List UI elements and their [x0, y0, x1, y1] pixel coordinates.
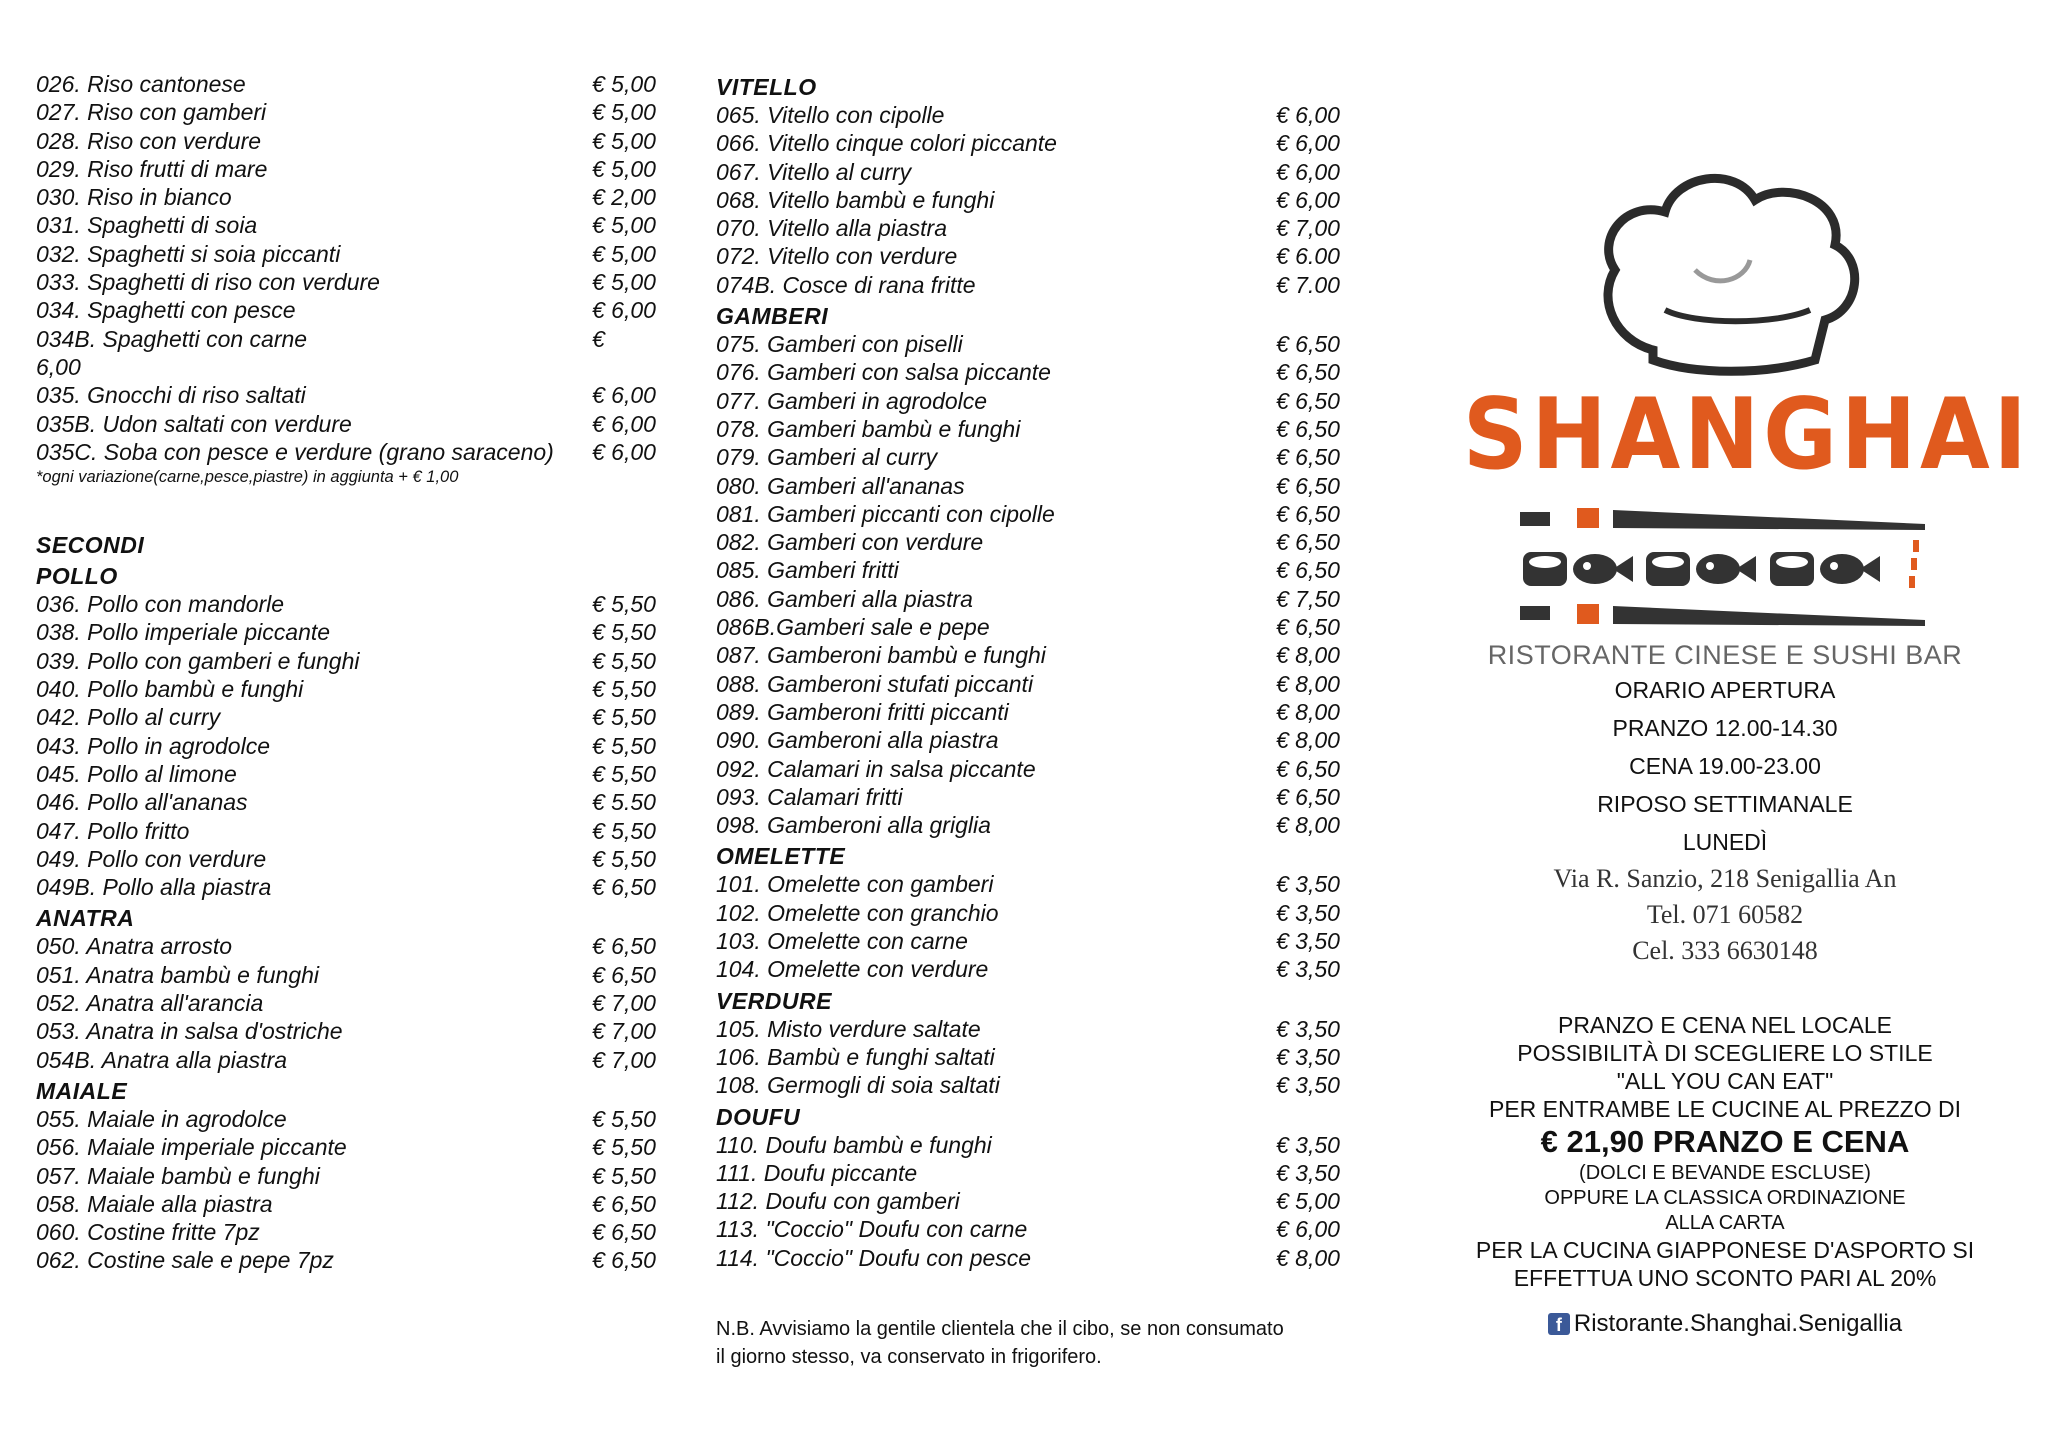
menu-item: [716, 755, 1351, 783]
menu-item-name: 111. Doufu piccante: [716, 1159, 918, 1186]
menu-column-middle: [716, 70, 1351, 1272]
section-heading: DOUFU: [716, 1103, 801, 1130]
spacer: [36, 494, 666, 528]
section-heading: GAMBERI: [716, 303, 829, 330]
chef-hat-icon: [1575, 160, 1875, 380]
menu-item-price: € 7,00: [592, 990, 656, 1017]
menu-item: [716, 726, 1351, 754]
menu-item-name: 077. Gamberi in agrodolce: [716, 387, 988, 414]
menu-item-name: 114. "Coccio" Doufu con pesce: [716, 1244, 1032, 1271]
menu-item: [36, 845, 666, 873]
menu-item: [36, 183, 666, 211]
menu-item-name: 106. Bambù e funghi saltati: [716, 1043, 995, 1070]
menu-item-name: 082. Gamberi con verdure: [716, 529, 984, 556]
menu-item: [716, 242, 1351, 270]
section-heading: POLLO: [36, 563, 118, 590]
menu-item-name: 030. Riso in bianco: [36, 184, 232, 211]
menu-item-price: € 5,50: [592, 845, 656, 872]
hours-rest-day: LUNEDÌ: [1682, 829, 1768, 855]
menu-item: [716, 415, 1351, 443]
menu-item-name: 038. Pollo imperiale piccante: [36, 619, 331, 646]
menu-item-price: € 6.00: [1276, 243, 1340, 270]
menu-item-name: 108. Germogli di soia saltati: [716, 1072, 1000, 1099]
menu-item-name: 027. Riso con gamberi: [36, 99, 267, 126]
menu-item-price: € 3,50: [1276, 871, 1340, 898]
promo-line: OPPURE LA CLASSICA ORDINAZIONE: [1544, 1187, 1906, 1209]
menu-item: [36, 817, 666, 845]
menu-item-price: € 5,00: [592, 99, 656, 126]
menu-item-name: 066. Vitello cinque colori piccante: [716, 130, 1057, 157]
menu-item-name: 076. Gamberi con salsa piccante: [716, 359, 1051, 386]
menu-item-price: € 5,50: [592, 619, 656, 646]
menu-item: [716, 1043, 1351, 1071]
menu-item-price: € 6,50: [592, 961, 656, 988]
menu-item-name: 042. Pollo al curry: [36, 704, 221, 731]
menu-item-name: 085. Gamberi fritti: [716, 557, 899, 584]
menu-item: [36, 70, 666, 98]
menu-item-price: € 8,00: [1276, 698, 1340, 725]
menu-item: [716, 870, 1351, 898]
menu-item-name: 060. Costine fritte 7pz: [36, 1219, 260, 1246]
menu-item-price: € 3,50: [1276, 1131, 1340, 1158]
menu-item-name: 089. Gamberoni fritti piccanti: [716, 698, 1009, 725]
menu-item-price: € 5,00: [592, 212, 656, 239]
menu-item-name: 074B. Cosce di rana fritte: [716, 271, 976, 298]
menu-item: [716, 670, 1351, 698]
menu-item-price: € 8,00: [1276, 670, 1340, 697]
menu-item-price: € 6,00: [1276, 102, 1340, 128]
menu-item: [716, 1244, 1351, 1272]
promo-line: POSSIBILITÀ DI SCEGLIERE LO STILE: [1517, 1040, 1933, 1066]
section-heading: ANATRA: [36, 905, 135, 932]
menu-item-name: 078. Gamberi bambù e funghi: [716, 415, 1021, 442]
menu-item-price: € 5,50: [592, 591, 656, 618]
menu-item-price: € 3,50: [1276, 1015, 1340, 1042]
menu-item-price: € 3,50: [1276, 956, 1340, 983]
menu-item: [36, 590, 666, 618]
menu-item-price: € 5,50: [592, 676, 656, 703]
menu-item-price: € 5,50: [592, 1134, 656, 1161]
menu-item-price: € 6,00: [1276, 130, 1340, 157]
opening-hours: [1440, 671, 2010, 861]
menu-item-price: € 3,50: [1276, 928, 1340, 955]
menu-item-price: € 8,00: [1276, 1244, 1340, 1271]
menu-item-price: € 6,00: [1276, 158, 1340, 185]
menu-item-price: € 5.50: [592, 789, 656, 816]
hours-rest: RIPOSO SETTIMANALE: [1597, 791, 1853, 817]
menu-item: [716, 101, 1351, 129]
menu-item-name: 102. Omelette con granchio: [716, 899, 999, 926]
menu-item: [36, 1133, 666, 1161]
menu-item: [36, 296, 666, 324]
menu-item-name: 032. Spaghetti si soia piccanti: [36, 240, 341, 267]
section-heading: VERDURE: [716, 987, 832, 1014]
menu-item-price: € 5,50: [592, 704, 656, 731]
menu-item: [716, 613, 1351, 641]
menu-item-name: 051. Anatra bambù e funghi: [36, 961, 320, 988]
promo-block: [1440, 1011, 2010, 1292]
menu-item-name: 068. Vitello bambù e funghi: [716, 186, 995, 213]
hours-lunch: PRANZO 12.00-14.30: [1612, 715, 1838, 741]
menu-item-name: 101. Omelette con gamberi: [716, 871, 994, 898]
menu-item-price: € 6,00: [592, 410, 656, 437]
menu-item-name: 055. Maiale in agrodolce: [36, 1105, 287, 1132]
promo-line: PER LA CUCINA GIAPPONESE D'ASPORTO SI: [1475, 1237, 1975, 1263]
menu-item-name: 049. Pollo con verdure: [36, 845, 267, 872]
mobile: Cel. 333 6630148: [1632, 936, 1818, 965]
menu-item-name: 093. Calamari fritti: [716, 783, 903, 810]
menu-item: [716, 129, 1351, 157]
menu-item-price: € 5,50: [592, 1105, 656, 1132]
menu-item-price: € 5,50: [592, 732, 656, 759]
menu-column-left: [36, 70, 666, 1275]
menu-item-name: 067. Vitello al curry: [716, 158, 912, 185]
menu-item: [36, 268, 666, 296]
menu-item-name: 028. Riso con verdure: [36, 127, 262, 154]
menu-item-price: € 5,50: [592, 817, 656, 844]
menu-item-name: 053. Anatra in salsa d'ostriche: [36, 1018, 343, 1045]
menu-item: [716, 271, 1351, 299]
menu-item-price: € 6,50: [592, 1190, 656, 1217]
menu-item: [716, 1187, 1351, 1215]
hours-dinner: CENA 19.00-23.00: [1629, 753, 1821, 779]
menu-item-name: 113. "Coccio" Doufu con carne: [716, 1216, 1028, 1243]
menu-item-price: € 7,00: [1276, 215, 1340, 242]
menu-item-name: 098. Gamberoni alla griglia: [716, 812, 991, 839]
menu-item: [716, 1015, 1351, 1043]
menu-item-price: € 5,50: [592, 760, 656, 787]
menu-item-price: € 6,50: [592, 874, 656, 901]
menu-item-name: 075. Gamberi con piselli: [716, 331, 963, 358]
menu-item: [716, 1071, 1351, 1099]
menu-item-name: 036. Pollo con mandorle: [36, 591, 285, 618]
promo-line: EFFETTUA UNO SCONTO PARI AL 20%: [1513, 1265, 1937, 1291]
menu-item-price: € 3,50: [1276, 1043, 1340, 1070]
hours-title: ORARIO APERTURA: [1614, 677, 1836, 703]
menu-item: [36, 155, 666, 183]
menu-item-name: 045. Pollo al limone: [36, 760, 237, 787]
promo-line: PRANZO E CENA NEL LOCALE: [1557, 1012, 1893, 1038]
menu-item-name: 086. Gamberi alla piastra: [716, 585, 973, 612]
menu-item: [36, 127, 666, 155]
menu-item: [36, 240, 666, 268]
menu-item: [36, 675, 666, 703]
menu-item-price: € 5,00: [592, 240, 656, 267]
facebook-handle: Ristorante.Shanghai.Senigallia: [1573, 1310, 1903, 1337]
menu-item-price: € 6,50: [592, 1219, 656, 1246]
menu-item: [716, 158, 1351, 186]
menu-item-name: 035. Gnocchi di riso saltati: [36, 382, 306, 409]
storage-notice: [716, 1315, 1356, 1371]
menu-item-name: 087. Gamberoni bambù e funghi: [716, 642, 1046, 669]
menu-item: [716, 899, 1351, 927]
menu-item-price: € 6,00: [592, 297, 656, 324]
menu-item-price: € 6,50: [592, 933, 656, 960]
menu-item-price: € 7,00: [592, 1018, 656, 1045]
address: Via R. Sanzio, 218 Senigallia An: [1553, 864, 1897, 893]
menu-item-price: € 5,00: [1276, 1188, 1340, 1215]
menu-item: [36, 1246, 666, 1274]
restaurant-info-column: [1440, 160, 2031, 1338]
storage-notice-line: N.B. Avvisiamo la gentile clientela che il cibo, se non consumato: [716, 1318, 1284, 1340]
menu-item: [716, 927, 1351, 955]
menu-item: [36, 961, 666, 989]
menu-item-name: 072. Vitello con verdure: [716, 243, 958, 270]
menu-item-price: € 7,50: [1276, 585, 1340, 612]
menu-item: [36, 211, 666, 239]
menu-item: [716, 783, 1351, 811]
menu-item: [36, 932, 666, 960]
menu-item: [36, 732, 666, 760]
menu-item-price: € 7.00: [1276, 271, 1340, 298]
menu-item-price: € 6,50: [1276, 331, 1340, 358]
menu-item-price: € 5,00: [592, 127, 656, 154]
menu-item-price: € 6,50: [592, 1247, 656, 1274]
menu-item-price: € 6,00: [592, 438, 656, 465]
menu-item-name: 057. Maiale bambù e funghi: [36, 1162, 320, 1189]
menu-item-name: 033. Spaghetti di riso con verdure: [36, 269, 380, 296]
menu-item-price: € 8,00: [1276, 642, 1340, 669]
menu-item-name: 047. Pollo fritto: [36, 817, 190, 844]
menu-item-price: € 6,50: [1276, 472, 1340, 499]
menu-item: [36, 873, 666, 901]
menu-item-name: 112. Doufu con gamberi: [716, 1188, 960, 1215]
menu-item: [716, 358, 1351, 386]
menu-item: [36, 381, 666, 409]
menu-item-name: 056. Maiale imperiale piccante: [36, 1134, 347, 1161]
menu-item-price: € 8,00: [1276, 812, 1340, 839]
menu-item-name: 046. Pollo all'ananas: [36, 789, 248, 816]
menu-item-price: € 5,00: [592, 269, 656, 296]
menu-item-name: 034. Spaghetti con pesce: [36, 297, 296, 324]
menu-item-price: € 6,50: [1276, 500, 1340, 527]
menu-item: [36, 1046, 666, 1074]
menu-item: [36, 438, 666, 466]
menu-item-name: 052. Anatra all'arancia: [36, 990, 264, 1017]
menu-item-name: 058. Maiale alla piastra: [36, 1190, 273, 1217]
menu-item-price: €: [592, 325, 605, 352]
menu-item-name: 035B. Udon saltati con verdure: [36, 410, 352, 437]
menu-item-name: 039. Pollo con gamberi e funghi: [36, 647, 360, 674]
section-heading: OMELETTE: [716, 843, 846, 870]
menu-item-price: € 6,50: [1276, 614, 1340, 641]
menu-item: [716, 1131, 1351, 1159]
menu-item: [716, 641, 1351, 669]
menu-item-name: 065. Vitello con cipolle: [716, 102, 945, 128]
brand-subtitle: RISTORANTE CINESE E SUSHI BAR: [1487, 640, 1963, 670]
menu-item-name: 103. Omelette con carne: [716, 928, 968, 955]
menu-item-name: 079. Gamberi al curry: [716, 444, 938, 471]
menu-item-name: 080. Gamberi all'ananas: [716, 472, 965, 499]
menu-item-price: € 5,50: [592, 647, 656, 674]
menu-item: [716, 585, 1351, 613]
menu-item-name: 070. Vitello alla piastra: [716, 215, 947, 242]
contact-info: [1440, 861, 2010, 969]
menu-item-price: € 5,00: [592, 155, 656, 182]
facebook-icon: f: [1548, 1313, 1570, 1335]
menu-item-price: € 3,50: [1276, 899, 1340, 926]
menu-item: [36, 647, 666, 675]
menu-item: [716, 811, 1351, 839]
promo-line: PER ENTRAMBE LE CUCINE AL PREZZO DI: [1488, 1096, 1962, 1122]
menu-item: [36, 1218, 666, 1246]
menu-item: [36, 760, 666, 788]
variation-note: *ogni variazione(carne,pesce,piastre) in aggiunta + € 1,00: [36, 468, 459, 487]
menu-item: [716, 186, 1351, 214]
menu-item-name: 062. Costine sale e pepe 7pz: [36, 1247, 334, 1274]
menu-item: [36, 410, 666, 438]
menu-item: [36, 1190, 666, 1218]
menu-item-price: € 6,50: [1276, 415, 1340, 442]
menu-item-name: 104. Omelette con verdure: [716, 956, 989, 983]
menu-item-price: € 3,50: [1276, 1072, 1340, 1099]
promo-line: (DOLCI E BEVANDE ESCLUSE): [1579, 1162, 1871, 1184]
menu-item-name: 050. Anatra arrosto: [36, 933, 233, 960]
menu-item-price: € 6,50: [1276, 529, 1340, 556]
menu-item-name: 090. Gamberoni alla piastra: [716, 727, 999, 754]
menu-item: [716, 528, 1351, 556]
menu-item: [716, 500, 1351, 528]
menu-item: [36, 1105, 666, 1133]
menu-item-name: 049B. Pollo alla piastra: [36, 874, 272, 901]
menu-item: [36, 353, 666, 381]
menu-item-name: 040. Pollo bambù e funghi: [36, 676, 304, 703]
menu-item-name: 081. Gamberi piccanti con cipolle: [716, 500, 1055, 527]
menu-item: [36, 325, 666, 353]
menu-item: [36, 1162, 666, 1190]
menu-item: [36, 1017, 666, 1045]
facebook-link[interactable]: [1440, 1310, 2010, 1338]
menu-item-price: € 6,00: [592, 382, 656, 409]
menu-item-name: 035C. Soba con pesce e verdure (grano saraceno): [36, 438, 554, 465]
menu-item: [716, 1159, 1351, 1187]
section-heading: MAIALE: [36, 1077, 128, 1104]
menu-item-price: € 5,00: [592, 71, 656, 97]
menu-item-price: € 6,00: [1276, 1216, 1340, 1243]
menu-item-price: € 2,00: [592, 184, 656, 211]
promo-price: € 21,90 PRANZO E CENA: [1540, 1124, 1910, 1159]
menu-item-price: € 8,00: [1276, 727, 1340, 754]
menu-item-price: € 6,50: [1276, 387, 1340, 414]
menu-item-price: € 6,00: [1276, 186, 1340, 213]
menu-item: [716, 698, 1351, 726]
menu-item: [36, 618, 666, 646]
menu-item-name: 043. Pollo in agrodolce: [36, 732, 270, 759]
menu-item: [36, 703, 666, 731]
menu-item-price: € 3,50: [1276, 1159, 1340, 1186]
promo-line: ALLA CARTA: [1665, 1212, 1785, 1234]
menu-item-name: 054B. Anatra alla piastra: [36, 1046, 288, 1073]
menu-item: [716, 330, 1351, 358]
menu-item-name: 6,00: [36, 353, 81, 380]
section-heading: SECONDI: [36, 532, 145, 559]
menu-item: [716, 955, 1351, 983]
menu-item-name: 092. Calamari in salsa piccante: [716, 755, 1036, 782]
section-heading: VITELLO: [716, 74, 817, 100]
menu-item: [716, 1215, 1351, 1243]
menu-item-price: € 7,00: [592, 1046, 656, 1073]
menu-item: [36, 989, 666, 1017]
phone: Tel. 071 60582: [1646, 900, 1804, 929]
menu-item-price: € 5,50: [592, 1162, 656, 1189]
menu-item: [36, 788, 666, 816]
menu-item: [36, 98, 666, 126]
menu-item-name: 029. Riso frutti di mare: [36, 155, 268, 182]
menu-item: [716, 387, 1351, 415]
menu-item-name: 105. Misto verdure saltate: [716, 1015, 981, 1042]
sushi-chopsticks-icon: [1515, 504, 1935, 634]
menu-item-name: 034B. Spaghetti con carne: [36, 325, 308, 352]
menu-item-price: € 6,50: [1276, 444, 1340, 471]
menu-item-name: 110. Doufu bambù e funghi: [716, 1131, 992, 1158]
menu-item-name: 026. Riso cantonese: [36, 71, 246, 97]
menu-item-price: € 6,50: [1276, 755, 1340, 782]
menu-item-price: € 6,50: [1276, 557, 1340, 584]
menu-item: [716, 443, 1351, 471]
menu-item: [716, 556, 1351, 584]
promo-line: "ALL YOU CAN EAT": [1616, 1068, 1834, 1094]
menu-item: [716, 472, 1351, 500]
menu-item-name: 086B.Gamberi sale e pepe: [716, 614, 990, 641]
menu-item-name: 088. Gamberoni stufati piccanti: [716, 670, 1034, 697]
menu-item-price: € 6,50: [1276, 359, 1340, 386]
menu-item-name: 031. Spaghetti di soia: [36, 212, 258, 239]
menu-item: [716, 214, 1351, 242]
brand-logo-text: SHANGHAI: [1462, 378, 2031, 492]
menu-item-price: € 6,50: [1276, 783, 1340, 810]
storage-notice-line: il giorno stesso, va conservato in frigorifero.: [716, 1346, 1102, 1368]
